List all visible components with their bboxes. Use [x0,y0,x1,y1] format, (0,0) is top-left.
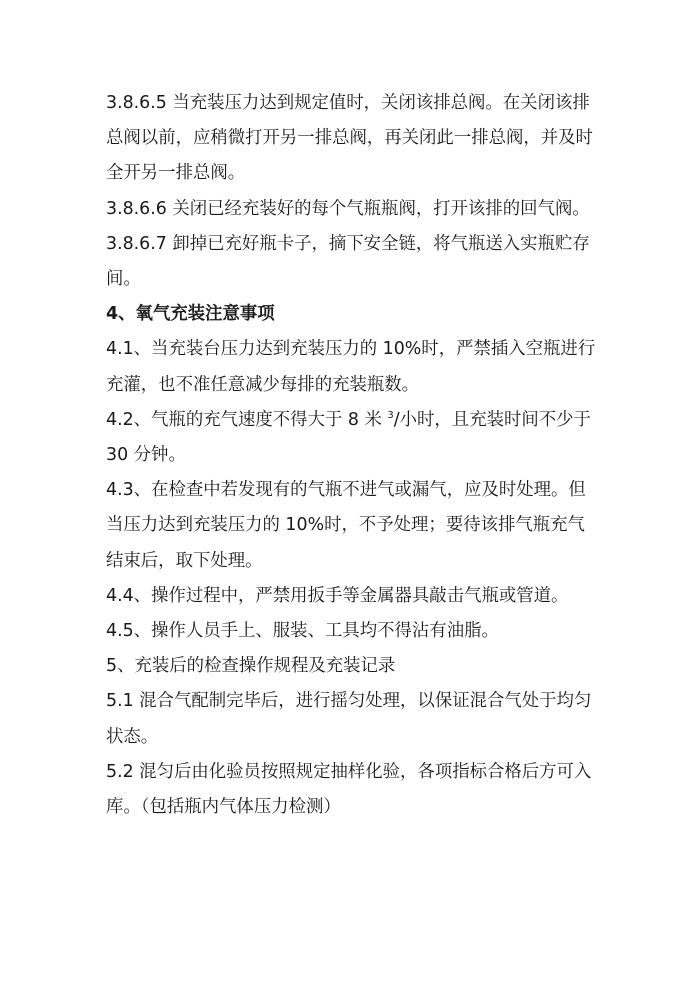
paragraph-4-2-before: 4.2、气瓶的充气速度不得大于 8 米 [106,409,388,430]
cubic-superscript: 3 [387,409,394,421]
section-heading-4: 4、氧气充装注意事项 [106,304,275,325]
paragraph-4-2-after: /小时，且充装时间不少于 30 分钟。 [106,409,591,466]
paragraph-4-5: 4.5、操作人员手上、服装、工具均不得沾有油脂。 [106,621,499,642]
paragraph-5-2: 5.2 混匀后由化验员按照规定抽样化验，各项指标合格后方可入库。（包括瓶内气体压力检测） [106,761,592,818]
paragraph-4-3: 4.3、在检查中若发现有的气瓶不进气或漏气，应及时处理。但当压力达到充装压力的 10%时，不予处理；要待该排气瓶充气结束后，取下处理。 [106,480,586,571]
paragraph-4-1: 4.1、当充装台压力达到充装压力的 10%时，严禁插入空瓶进行充灌，也不准任意减少每排的充装瓶数。 [106,339,596,395]
paragraph-3-8-6-6: 3.8.6.6 关闭已经充装好的每个气瓶瓶阀，打开该排的回气阀。 [106,198,590,219]
paragraph-3-8-6-7: 3.8.6.7 卸掉已充好瓶卡子，摘下安全链，将气瓶送入实瓶贮存间。 [106,233,590,290]
paragraph-5-1: 5.1 混合气配制完毕后，进行摇匀处理，以保证混合气处于均匀状态。 [106,691,592,747]
paragraph-3-8-6-5: 3.8.6.5 当充装压力达到规定值时，关闭该排总阀。在关闭该排总阀以前，应稍微打开另一排总阀，再关闭此一排总阀，并及时全开另一排总阀。 [106,93,593,184]
document-body [106,86,600,825]
paragraph-4-4: 4.4、操作过程中，严禁用扳手等金属器具敲击气瓶或管道。 [106,585,569,606]
section-heading-5: 5、充装后的检查操作规程及充装记录 [106,656,396,677]
paragraph-4-2 [106,403,600,473]
